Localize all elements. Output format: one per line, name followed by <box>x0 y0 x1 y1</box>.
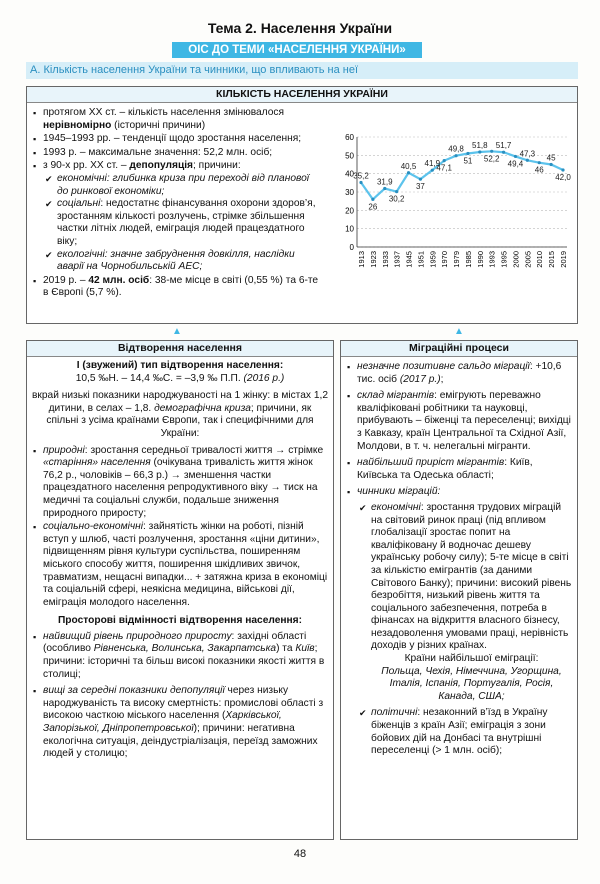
data-point <box>383 187 386 190</box>
x-tick-label: 2005 <box>523 251 533 268</box>
x-tick-label: 1913 <box>357 251 366 268</box>
list-item: ▪ 1993 р. – максимальне значення: 52,2 млн. осіб; <box>32 147 320 160</box>
reproduction-formula: 10,5 ‰Н. – 14,4 ‰С. = –3,9 ‰ П.П. (2016 р.) <box>75 372 285 384</box>
data-point <box>419 178 422 181</box>
data-point <box>454 154 457 157</box>
cause-ecological: ✔ екологічні: значне забруднення довкілля, наслідки аварії на Чорнобильській АЕС; <box>43 249 320 274</box>
list-item: ▪ вищі за середні показники депопуляції через низьку народжуваність та високу смертність: промислові області з високою часткою міського населення (Харківської, Запорізької, Дніпропетровської); причини: негативна екологічна ситуація, деіндустріалізація, переїзд заможних людей у столицю; <box>32 685 328 761</box>
x-tick-label: 1951 <box>416 251 426 268</box>
list-item: ▪ найвищий рівень природного приросту: західні області (особливо Рівненська, Волинська, Закарпатська) та Київ; причини: історичні та більш високі показники якості життя в столиці; <box>32 631 328 681</box>
list-item: ▪ найбільший приріст мігрантів: Київ, Київська та Одеська області; <box>346 457 572 482</box>
down-arrow-icon: ▲ <box>172 326 182 337</box>
data-label: 47,1 <box>436 163 452 173</box>
data-point <box>395 190 398 193</box>
list-item: ▪ 2019 р. – 42 млн. осіб: 38-ме місце в світі (0,55 %) та 6-те в Європі (5,7 %). <box>32 275 320 300</box>
cause-economic: ✔ економічні: глибинка криза при переході від планової до ринкової економіки; <box>43 173 320 198</box>
section-subtitle: А. Кількість населення України та чинники, що впливають на неї <box>26 62 578 79</box>
data-label: 40,5 <box>400 161 417 171</box>
x-tick-label: 1923 <box>368 251 378 268</box>
down-arrow-icon: ▲ <box>454 326 464 337</box>
data-label: 49,8 <box>448 144 464 154</box>
x-tick-label: 1995 <box>499 251 509 268</box>
data-label: 49,4 <box>507 159 524 169</box>
data-label: 51,8 <box>472 141 488 151</box>
spatial-title: Просторові відмінності відтворення населення: <box>57 615 303 627</box>
data-point <box>514 155 517 158</box>
data-point <box>502 151 505 154</box>
x-tick-label: 1985 <box>463 251 473 268</box>
x-tick-label: 1933 <box>380 251 390 268</box>
data-label: 37 <box>415 182 425 192</box>
x-tick-label: 2000 <box>511 251 521 268</box>
population-list <box>27 103 325 304</box>
data-label: 30,2 <box>388 194 405 204</box>
x-tick-label: 2015 <box>547 251 557 268</box>
migration-box <box>340 340 578 840</box>
data-point <box>561 168 564 171</box>
data-point <box>443 159 446 162</box>
countries-list: Польща, Чехія, Німеччина, Угорщина, Італія, Іспанія, Португалія, Росія, Канада, США; <box>381 665 562 702</box>
data-label: 42,0 <box>555 173 571 182</box>
data-point <box>431 169 434 172</box>
data-label: 31,9 <box>376 177 393 187</box>
population-chart <box>333 131 573 281</box>
data-label: 51 <box>463 156 473 166</box>
data-label: 47,3 <box>519 149 536 159</box>
y-tick-label: 20 <box>345 206 354 216</box>
y-tick-label: 50 <box>345 151 354 161</box>
x-tick-label: 1993 <box>487 251 497 268</box>
data-label: 35,2 <box>353 171 369 181</box>
data-point <box>407 171 410 174</box>
reproduction-type: І (звужений) тип відтворення населення: <box>76 360 284 371</box>
data-point <box>466 152 469 155</box>
list-item: ▪ чинники міграцій: ✔ економічні: зростання трудових міграцій на світовий ринок праці (під впливом глобалізації зростає попит на кваліфіковану й водночас дешеву українську робочу силу); 5-те місце в світі за кількістю емігрантів (за даними Світового Банку); причини: високий рівень безробіття, низький рівень життя та соціального забезпечення, потреба в фінансах на відкриття власного бізнесу, незадоволення умовами праці, нерівність доходів у різних країнах. Країни найбільшої еміграції: Польща, Чехія, Німеччина, Угорщина, Італія, Іспанія, Португалія, Росія, Канада, США; ✔ політичні: незаконний в’їзд в Україну біженців з країн Азії; еміграція з зони бойових дій на Донбасі та внутрішні переселенці (> 1 млн. осіб); <box>346 486 572 757</box>
x-tick-label: 2010 <box>535 251 545 268</box>
data-label: 51,7 <box>495 141 512 151</box>
data-point <box>550 163 553 166</box>
y-tick-label: 10 <box>345 224 354 234</box>
x-tick-label: 1959 <box>428 251 438 268</box>
data-point <box>538 161 541 164</box>
x-tick-label: 1945 <box>404 251 414 268</box>
population-box <box>26 86 578 324</box>
data-label: 52,2 <box>483 154 500 164</box>
x-tick-label: 1937 <box>392 251 402 268</box>
migration-title: Міграційні процеси <box>341 341 577 357</box>
data-point <box>359 181 362 184</box>
birthrate-text: вкрай низькі показники народжуваності на 1 жінку: в містах 1,2 дитини, в селах – 1,8. демографічна криза; причини, як спільні з усіма країнами Європи, так і специфічними для України: <box>32 390 328 439</box>
reproduction-box <box>26 340 334 840</box>
countries-title: Країни найбільшої еміграції: <box>404 653 539 665</box>
factor-political: ✔ політичні: незаконний в’їзд в Україну біженців з країн Азії; еміграція з зони бойових дій на Донбасі та внутрішні переселенці (> 1 млн. осіб); <box>357 707 572 757</box>
data-point <box>478 150 481 153</box>
data-label: 46 <box>534 165 544 175</box>
list-item: ▪ протягом XX ст. – кількість населення змінювалося нерівномірно (історичні причини) <box>32 107 320 132</box>
y-tick-label: 0 <box>349 243 354 252</box>
y-tick-label: 60 <box>345 133 354 142</box>
data-label: 26 <box>368 202 378 212</box>
x-tick-label: 1990 <box>475 251 485 268</box>
data-label: 41,9 <box>424 159 441 169</box>
data-point <box>526 159 529 162</box>
population-box-title: КІЛЬКІСТЬ НАСЕЛЕННЯ УКРАЇНИ <box>27 87 577 103</box>
list-item: ▪ 1945–1993 рр. – тенденції щодо зростання населення; <box>32 133 320 146</box>
list-item: ▪ природні: зростання середньої тривалості життя → стрімке «старіння» населення (очікувана тривалість життя жінок 76,2 р., чоловіків – 66,3 р.) → зменшення частки працездатного населення репродуктивного віку → тиск на медичні та соціальні служби, подальше зниження природного приросту; <box>32 445 328 521</box>
x-tick-label: 1979 <box>452 251 462 268</box>
factor-economic: ✔ економічні: зростання трудових міграцій на світовий ринок праці (під впливом глобалізації зростає попит на кваліфіковану й водночас дешеву українську робочу силу); 5-те місце в світі за кількістю емігрантів (за даними Світового Банку); причини: високий рівень безробіття, низький рівень життя та соціального забезпечення, потреба в фінансах на відкриття власного бізнесу, незадоволення умовами праці, нерівність доходів у різних країнах. Країни найбільшої еміграції: Польща, Чехія, Німеччина, Угорщина, Італія, Іспанія, Португалія, Росія, Канада, США; <box>357 502 572 704</box>
list-item: ▪ незначне позитивне сальдо міграції: +10,6 тис. осіб (2017 р.); <box>346 361 572 386</box>
data-point <box>371 198 374 201</box>
list-item: ▪ з 90-х рр. XX ст. – депопуляція; причини: ✔ економічні: глибинка криза при переході від планової до ринкової економіки; ✔ соціальні: недостатнє фінансування охорони здоров’я, зростанням кількості розлучень, стрімке збільшення частки літніх людей, еміграція людей працездатного віку; ✔ екологічні: значне забруднення довкілля, наслідки аварії на Чорнобильській АЕС; <box>32 160 320 273</box>
y-tick-label: 40 <box>345 169 354 179</box>
cause-social: ✔ соціальні: недостатнє фінансування охорони здоров’я, зростанням кількості розлучень, стрімке збільшення частки літніх людей, еміграція людей працездатного віку; <box>43 198 320 248</box>
list-item: ▪ соціально-економічні: зайнятість жінки на роботі, пізній вступ у шлюб, часті розлучення, зростання «ціни дитини», підвищенням рівня культури суспільства, поширенням міського способу життя, поширення шкідливих звичок, травматизм, нещасні випадки... + затяжна криза в економіці та соціальній сфері, неякісна медицина, військові дії, еміграція молодого населення. <box>32 521 328 609</box>
list-item: ▪ склад мігрантів: емігрують переважно кваліфіковані робітники та науковці, прибувають – біженці та переселенці; вихідці з Кавказу, країн Центральної та Східної Азії, Молдови, в т. ч. нелегальні мігранти. <box>346 390 572 453</box>
data-label: 45 <box>546 153 556 163</box>
y-tick-label: 30 <box>345 188 354 197</box>
topic-banner: ОІС ДО ТЕМИ «НАСЕЛЕННЯ УКРАЇНИ» <box>172 42 422 58</box>
x-tick-label: 2019 <box>559 251 568 268</box>
x-tick-label: 1970 <box>440 251 450 268</box>
data-point <box>490 150 493 153</box>
page-number: 48 <box>293 848 307 860</box>
reproduction-title: Відтворення населення <box>27 341 333 357</box>
page-title: Тема 2. Населення України <box>207 20 393 36</box>
